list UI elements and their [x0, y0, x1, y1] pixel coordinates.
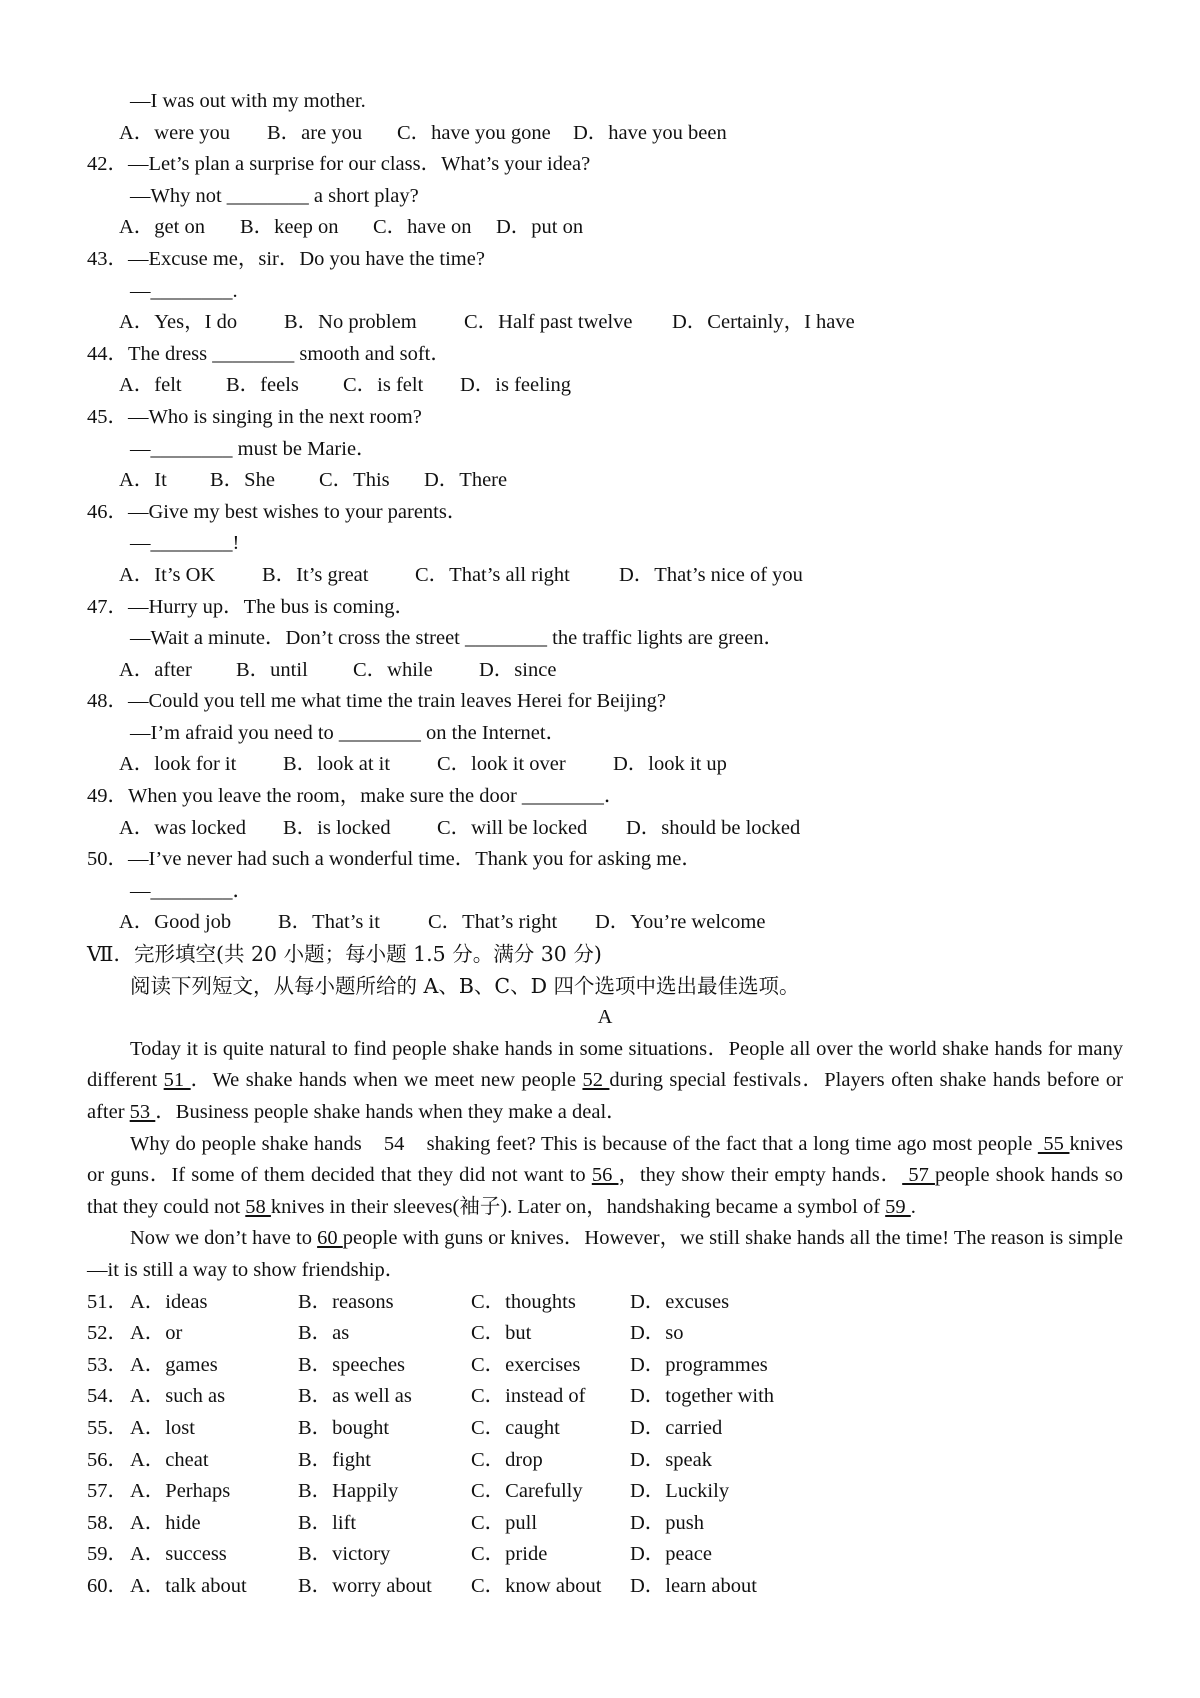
- q46-option-d[interactable]: D．That’s nice of you: [619, 563, 803, 586]
- q50-options: [87, 907, 1123, 939]
- q47-line1: —Hurry up．The bus is coming．: [128, 595, 415, 618]
- q47-number: 47．: [87, 595, 128, 618]
- q47-option-b[interactable]: B．until: [236, 658, 308, 681]
- cloze-option-d[interactable]: D．together with: [630, 1385, 775, 1408]
- q49-option-d[interactable]: D．should be locked: [626, 816, 801, 839]
- q46-options: [87, 560, 1123, 592]
- cloze-option-d[interactable]: D．programmes: [630, 1353, 768, 1376]
- cloze-option-b[interactable]: B．lift: [298, 1511, 357, 1534]
- cloze-option-d[interactable]: D．so: [630, 1322, 684, 1345]
- q43-line2: —________.: [130, 279, 238, 302]
- q47-stem: [87, 592, 1123, 624]
- q49-number: 49．: [87, 785, 128, 808]
- q43-option-d[interactable]: D．Certainly，I have: [672, 311, 855, 334]
- passage-text: people shook hands so that they could not: [87, 1164, 1124, 1218]
- passage-text: knives in their sleeves(袖子). Later on，handshaking became a symbol of: [270, 1195, 886, 1218]
- q48-option-a[interactable]: A．look for it: [119, 753, 237, 776]
- q41-option-d[interactable]: D．have you been: [573, 121, 727, 144]
- cloze-option-a[interactable]: A．talk about: [130, 1574, 247, 1597]
- q45-option-d[interactable]: D．There: [424, 469, 508, 492]
- cloze-option-d[interactable]: D．speak: [630, 1448, 712, 1471]
- q42-options: [87, 212, 1123, 244]
- q44-number: 44．: [87, 342, 128, 365]
- q48-option-b[interactable]: B．look at it: [283, 753, 391, 776]
- blank-59: 59: [885, 1195, 911, 1218]
- q46-stem: [87, 497, 1123, 529]
- cloze-option-a[interactable]: A．success: [130, 1543, 227, 1566]
- q42-option-a[interactable]: A．get on: [119, 216, 205, 239]
- cloze-row-60: [87, 1571, 1123, 1603]
- blank-57: 57: [902, 1164, 935, 1187]
- blank-53: 53: [129, 1101, 156, 1123]
- q44-option-a[interactable]: A．felt: [119, 374, 182, 397]
- cloze-option-d[interactable]: D．learn about: [630, 1574, 757, 1597]
- q45-line2: —________ must be Marie．: [130, 437, 377, 460]
- q42-number: 42．: [87, 153, 128, 176]
- q50-option-a[interactable]: A．Good job: [119, 911, 232, 934]
- cloze-row-57: [87, 1476, 1123, 1508]
- passage-text: Why do people shake hands 54 shaking feet? This is because of the fact that a long time ago most people: [130, 1132, 1038, 1155]
- q44-option-d[interactable]: D．is feeling: [460, 374, 572, 397]
- q50-stem: [87, 844, 1123, 876]
- q50-option-b[interactable]: B．That’s it: [278, 911, 380, 934]
- q42-option-c[interactable]: C．have on: [373, 216, 472, 239]
- cloze-row-53: [87, 1350, 1123, 1382]
- passage-text: people with guns or knives．However，we still shake hands all the time! The reason is simple—it is still a way to show friendship．: [87, 1227, 1124, 1281]
- cloze-number: 56．: [87, 1448, 128, 1471]
- q47-option-a[interactable]: A．after: [119, 658, 192, 681]
- passage-text: ．We shake hands when we meet new people: [190, 1069, 583, 1092]
- cloze-option-c[interactable]: C．drop: [471, 1448, 543, 1471]
- q45-options: [87, 465, 1123, 497]
- q47-option-c[interactable]: C．while: [353, 658, 433, 681]
- q41-answer-line: —I was out with my mother.: [130, 90, 366, 112]
- cloze-row-55: [87, 1413, 1123, 1445]
- q42-line2: —Why not ________ a short play?: [130, 184, 419, 207]
- q43-stem: [87, 244, 1123, 276]
- q48-number: 48．: [87, 690, 128, 713]
- q44-option-c[interactable]: C．is felt: [343, 374, 424, 397]
- passage-text: ．Business people shake hands when they make a deal．: [155, 1101, 627, 1123]
- cloze-options: [87, 1287, 1123, 1603]
- q48-stem: [87, 686, 1123, 718]
- blank-60: 60: [317, 1227, 343, 1250]
- blank-56: 56: [591, 1164, 619, 1187]
- q45-option-b[interactable]: B．She: [210, 469, 275, 492]
- q41-option-a[interactable]: A．were you: [119, 121, 231, 144]
- cloze-option-a[interactable]: A．ideas: [130, 1290, 208, 1313]
- cloze-option-d[interactable]: D．excuses: [630, 1290, 730, 1313]
- cloze-option-c[interactable]: C．instead of: [471, 1385, 586, 1408]
- section-7-instruction: 阅读下列短文，从每小题所给的 A、B、C、D 四个选项中选出最佳选项。: [130, 973, 800, 998]
- q42-option-d[interactable]: D．put on: [496, 216, 584, 239]
- q49-stem: [87, 781, 1123, 813]
- cloze-row-58: [87, 1508, 1123, 1540]
- cloze-option-c[interactable]: C．thoughts: [471, 1290, 576, 1313]
- q43-line1: —Excuse me，sir．Do you have the time?: [128, 247, 485, 270]
- cloze-number: 58．: [87, 1511, 128, 1534]
- q44-line1: The dress ________ smooth and soft．: [128, 342, 451, 365]
- q44-option-b[interactable]: B．feels: [226, 374, 299, 397]
- cloze-option-a[interactable]: A．lost: [130, 1416, 195, 1439]
- passage-text: .: [910, 1195, 916, 1218]
- q49-line1: When you leave the room，make sure the door ________．: [128, 785, 625, 808]
- blank-52: 52: [582, 1069, 610, 1092]
- passage-paragraph-3: [87, 1223, 1123, 1286]
- q44-stem: [87, 339, 1123, 371]
- q49-option-b[interactable]: B．is locked: [283, 816, 391, 839]
- q47-options: [87, 655, 1123, 687]
- q42-option-b[interactable]: B．keep on: [240, 216, 339, 239]
- cloze-option-c[interactable]: C．know about: [471, 1574, 602, 1597]
- cloze-option-a[interactable]: A．Perhaps: [130, 1480, 231, 1503]
- passage-paragraph-1: [87, 1034, 1123, 1129]
- q44-options: [87, 370, 1123, 402]
- cloze-number: 55．: [87, 1416, 128, 1439]
- cloze-option-b[interactable]: B．as well as: [298, 1385, 412, 1408]
- cloze-number: 60．: [87, 1574, 128, 1597]
- q43-options: [87, 307, 1123, 339]
- q49-options: [87, 813, 1123, 845]
- passage-text: knives or guns．If some of them decided that they did not want to: [87, 1132, 1123, 1187]
- cloze-option-c[interactable]: C．pull: [471, 1511, 538, 1534]
- cloze-option-d[interactable]: D．push: [630, 1511, 705, 1534]
- q45-stem: [87, 402, 1123, 434]
- q48-options: [87, 749, 1123, 781]
- q50-option-c[interactable]: C．That’s right: [428, 911, 558, 934]
- passage-text: Today it is quite natural to find people shake hands in some situations．People all over the world shake hands for many different: [87, 1037, 1123, 1092]
- cloze-row-51: [87, 1287, 1123, 1319]
- blank-58: 58: [245, 1195, 271, 1218]
- passage-paragraph-2: [87, 1129, 1123, 1224]
- blank-55: 55: [1037, 1132, 1070, 1155]
- q46-number: 46．: [87, 500, 128, 523]
- q42-line1: —Let’s plan a surprise for our class．What’s your idea?: [128, 153, 591, 176]
- q43-option-a[interactable]: A．Yes，I do: [119, 311, 238, 334]
- cloze-number: 51．: [87, 1290, 128, 1313]
- q48-option-c[interactable]: C．look it over: [437, 753, 566, 776]
- cloze-option-c[interactable]: C．Carefully: [471, 1480, 583, 1503]
- q50-number: 50．: [87, 848, 128, 871]
- q43-option-c[interactable]: C．Half past twelve: [464, 311, 633, 334]
- q45-option-c[interactable]: C．This: [319, 469, 390, 492]
- q47-line2: —Wait a minute．Don’t cross the street ________ the traffic lights are green．: [130, 627, 784, 650]
- cloze-option-b[interactable]: B．reasons: [298, 1290, 394, 1313]
- q45-option-a[interactable]: A．It: [119, 469, 167, 492]
- cloze-row-56: [87, 1445, 1123, 1477]
- cloze-option-a[interactable]: A．games: [130, 1353, 218, 1376]
- cloze-option-b[interactable]: B．victory: [298, 1543, 391, 1566]
- blank-51: 51: [163, 1069, 191, 1092]
- cloze-option-a[interactable]: A．cheat: [130, 1448, 209, 1471]
- q47-option-d[interactable]: D．since: [479, 658, 557, 681]
- q48-option-d[interactable]: D．look it up: [613, 753, 727, 776]
- cloze-option-b[interactable]: B．bought: [298, 1416, 390, 1439]
- cloze-option-a[interactable]: A．such as: [130, 1385, 226, 1408]
- q41-option-c[interactable]: C．have you gone: [397, 121, 551, 144]
- cloze-option-a[interactable]: A．hide: [130, 1511, 201, 1534]
- q45-number: 45．: [87, 405, 128, 428]
- exam-page: [87, 86, 1123, 1603]
- cloze-row-52: [87, 1318, 1123, 1350]
- q42-stem: [87, 149, 1123, 181]
- q41-option-b[interactable]: B．are you: [267, 121, 363, 144]
- q46-line1: —Give my best wishes to your parents．: [128, 500, 468, 523]
- cloze-option-c[interactable]: C．pride: [471, 1543, 548, 1566]
- section-7-title: Ⅶ．完形填空(共 20 小题；每小题 1.5 分。满分 30 分): [87, 942, 602, 967]
- cloze-option-a[interactable]: A．or: [130, 1322, 183, 1345]
- passage-label: A: [597, 1006, 613, 1029]
- q48-line2: —I’m afraid you need to ________ on the Internet．: [130, 721, 567, 744]
- q45-line1: —Who is singing in the next room?: [128, 405, 422, 428]
- q50-line1: —I’ve never had such a wonderful time．Thank you for asking me．: [128, 848, 702, 871]
- q49-option-c[interactable]: C．will be locked: [437, 816, 588, 839]
- q46-line2: —________!: [130, 532, 240, 555]
- cloze-option-b[interactable]: B．as: [298, 1322, 350, 1345]
- passage-text: during special festivals．Players often shake hands before or after: [87, 1069, 1124, 1123]
- q43-number: 43．: [87, 247, 128, 270]
- q50-option-d[interactable]: D．You’re welcome: [595, 911, 766, 934]
- cloze-number: 54．: [87, 1385, 128, 1408]
- cloze-option-c[interactable]: C．caught: [471, 1416, 560, 1439]
- q48-line1: —Could you tell me what time the train leaves Herei for Beijing?: [128, 690, 666, 713]
- cloze-option-b[interactable]: B．fight: [298, 1448, 371, 1471]
- cloze-number: 52．: [87, 1322, 128, 1345]
- cloze-number: 53．: [87, 1353, 128, 1376]
- cloze-option-c[interactable]: C．exercises: [471, 1353, 581, 1376]
- cloze-row-59: [87, 1539, 1123, 1571]
- cloze-row-54: [87, 1381, 1123, 1413]
- passage-text: ，they show their empty hands．: [618, 1164, 903, 1187]
- q49-option-a[interactable]: A．was locked: [119, 816, 246, 839]
- cloze-option-c[interactable]: C．but: [471, 1322, 532, 1345]
- cloze-option-b[interactable]: B．speeches: [298, 1353, 406, 1376]
- cloze-option-b[interactable]: B．Happily: [298, 1480, 399, 1503]
- cloze-option-d[interactable]: D．carried: [630, 1416, 723, 1439]
- cloze-option-d[interactable]: D．Luckily: [630, 1480, 730, 1503]
- cloze-option-b[interactable]: B．worry about: [298, 1574, 432, 1597]
- cloze-number: 57．: [87, 1480, 128, 1503]
- q46-option-b[interactable]: B．It’s great: [262, 563, 369, 586]
- cloze-number: 59．: [87, 1543, 128, 1566]
- q46-option-a[interactable]: A．It’s OK: [119, 563, 216, 586]
- q41-options: [87, 118, 1123, 150]
- q43-option-b[interactable]: B．No problem: [284, 311, 417, 334]
- q46-option-c[interactable]: C．That’s all right: [415, 563, 570, 586]
- passage-text: Now we don’t have to: [130, 1227, 318, 1250]
- cloze-option-d[interactable]: D．peace: [630, 1543, 712, 1566]
- q50-line2: —________．: [130, 879, 253, 902]
